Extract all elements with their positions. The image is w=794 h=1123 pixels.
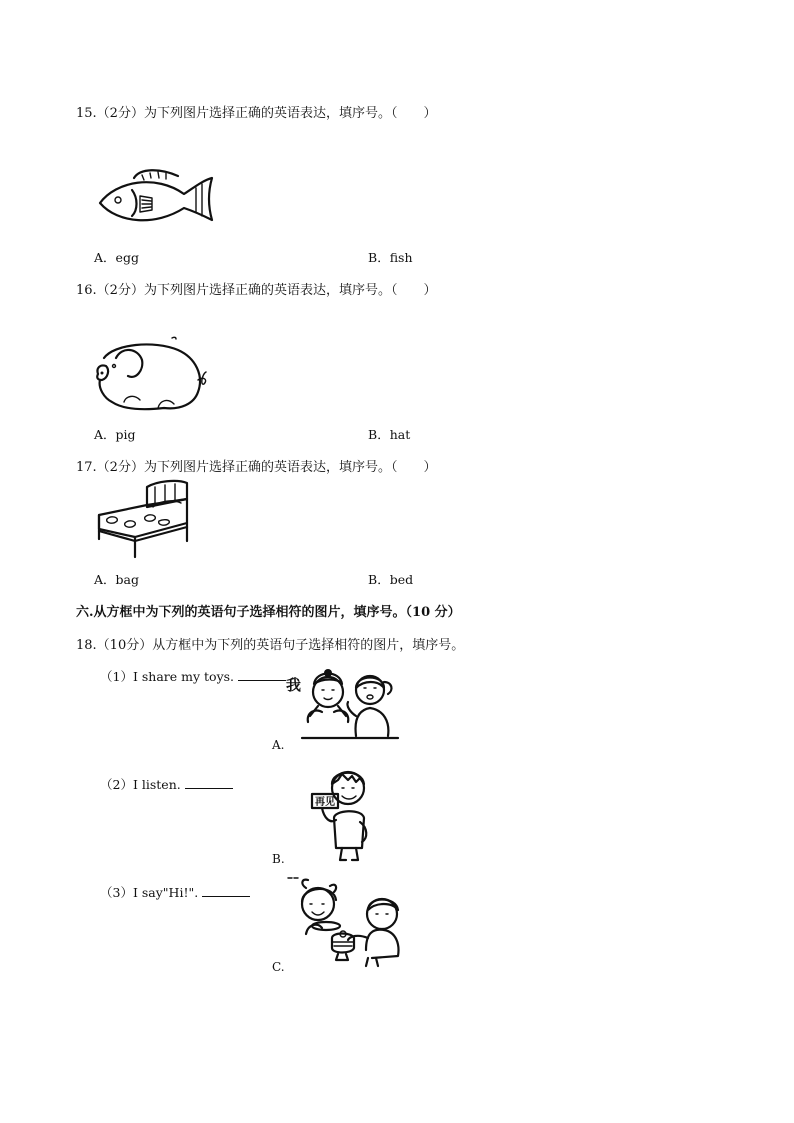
picture-b-caption: 再见 bbox=[315, 797, 335, 808]
question-18-stem: 18.（10分）从方框中为下列的英语句子选择相符的图片，填序号。 bbox=[76, 638, 465, 653]
answer-blank-3[interactable] bbox=[202, 885, 250, 897]
q18-sentence-2: （2）I listen. bbox=[100, 775, 233, 793]
option-17-a[interactable]: A．bag bbox=[94, 572, 140, 587]
answer-blank-2[interactable] bbox=[185, 777, 233, 789]
question-17-stem: 17.（2分）为下列图片选择正确的英语表达，填序号。（ ） bbox=[76, 460, 437, 475]
option-15-a[interactable]: A．egg bbox=[94, 250, 139, 265]
picture-a-caption: 我 bbox=[286, 676, 302, 694]
answer-blank-1[interactable] bbox=[238, 669, 286, 681]
option-16-a[interactable]: A．pig bbox=[94, 427, 136, 442]
picture-a-girls-talking-icon bbox=[286, 668, 402, 752]
question-16-stem: 16.（2分）为下列图片选择正确的英语表达，填序号。（ ） bbox=[76, 283, 437, 298]
q18-sentence-3: （3）I say"Hi!". bbox=[100, 883, 250, 901]
option-17-b[interactable]: B．bed bbox=[368, 572, 414, 587]
section-6-title: 六.从方框中为下列的英语句子选择相符的图片，填序号。（10 分） bbox=[76, 605, 461, 620]
picture-a-label: A. bbox=[272, 738, 285, 752]
bed-icon bbox=[95, 481, 191, 563]
picture-c-label: C. bbox=[272, 960, 285, 974]
option-15-b[interactable]: B．fish bbox=[368, 250, 413, 265]
picture-c-children-sharing-icon bbox=[296, 874, 408, 976]
q18-sentence-1: （1）I share my toys. bbox=[100, 667, 286, 685]
picture-b-label: B. bbox=[272, 852, 285, 866]
option-16-b[interactable]: B．hat bbox=[368, 427, 411, 442]
fish-icon bbox=[96, 166, 216, 230]
question-15-stem: 15.（2分）为下列图片选择正确的英语表达，填序号。（ ） bbox=[76, 106, 437, 121]
pig-icon bbox=[94, 336, 209, 418]
picture-b-boy-waving-icon bbox=[312, 768, 372, 868]
